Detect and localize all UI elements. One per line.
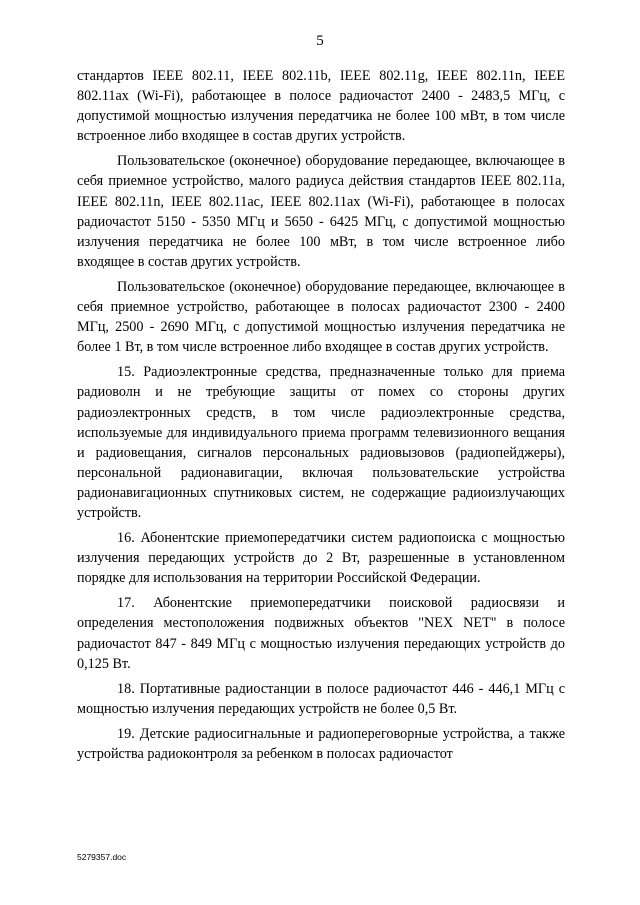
footer-filename: 5279357.doc	[77, 852, 127, 862]
paragraph-item-17: 17. Абонентские приемопередатчики поисковой радиосвязи и определения местоположения подвижных объектов "NEX NET" в полосе радиочастот 847 - 849 МГц с мощностью излучения передающих устройств до 0,125 Вт.	[77, 595, 565, 672]
paragraph-item-15: 15. Радиоэлектронные средства, предназначенные только для приема радиоволн и не требующие защиты от помех со стороны других радиоэлектронных средств, в том числе радиоэлектронные средства, используемые для индивидуального приема программ телевизионного вещания и радиовещания, сигналов персональных радиовызовов (радиопейджеры), персональной радионавигации, включая пользовательские устройства радионавигационных спутниковых систем, не содержащие радиоизлучающих устройств.	[77, 364, 565, 521]
paragraph-item-18: 18. Портативные радиостанции в полосе радиочастот 446 - 446,1 МГц с мощностью излучения передающих устройств не более 0,5 Вт.	[77, 680, 565, 717]
page-number: 5	[316, 33, 324, 49]
paragraph-item-19: 19. Детские радиосигнальные и радиопереговорные устройства, а также устройства радиоконтроля за ребенком в полосах радиочастот	[77, 725, 565, 762]
paragraph-wifi-5ghz: Пользовательское (оконечное) оборудование передающее, включающее в себя приемное устройство, малого радиуса действия стандартов IEEE 802.11a, IEEE 802.11n, IEEE 802.11ac, IEEE 802.11ax (Wi-Fi), работающее в полосах радиочастот 5150 - 5350 МГц и 5650 - 6425 МГц, с допустимой мощностью излучения передатчика не более 100 мВт, в том числе встроенное либо входящее в состав других устройств.	[77, 153, 565, 270]
paragraph-continued-wifi: стандартов IEEE 802.11, IEEE 802.11b, IEEE 802.11g, IEEE 802.11n, IEEE 802.11ax (Wi-Fi), работающее в полосе радиочастот 2400 - 2483,5 МГц, с допустимой мощностью излучения передатчика не более 100 мВт, в том числе встроенное либо входящее в состав других устройств.	[77, 68, 565, 145]
paragraph-item-16: 16. Абонентские приемопередатчики систем радиопоиска с мощностью излучения передающих устройств до 2 Вт, разрешенные в установленном порядке для использования на территории Российской Федерации.	[77, 530, 565, 587]
document-body	[77, 66, 565, 769]
paragraph-equipment-2300: Пользовательское (оконечное) оборудование передающее, включающее в себя приемное устройство, работающее в полосах радиочастот 2300 - 2400 МГц, 2500 - 2690 МГц, с допустимой мощностью излучения передатчика не более 1 Вт, в том числе встроенное либо входящее в состав других устройств.	[77, 278, 565, 356]
